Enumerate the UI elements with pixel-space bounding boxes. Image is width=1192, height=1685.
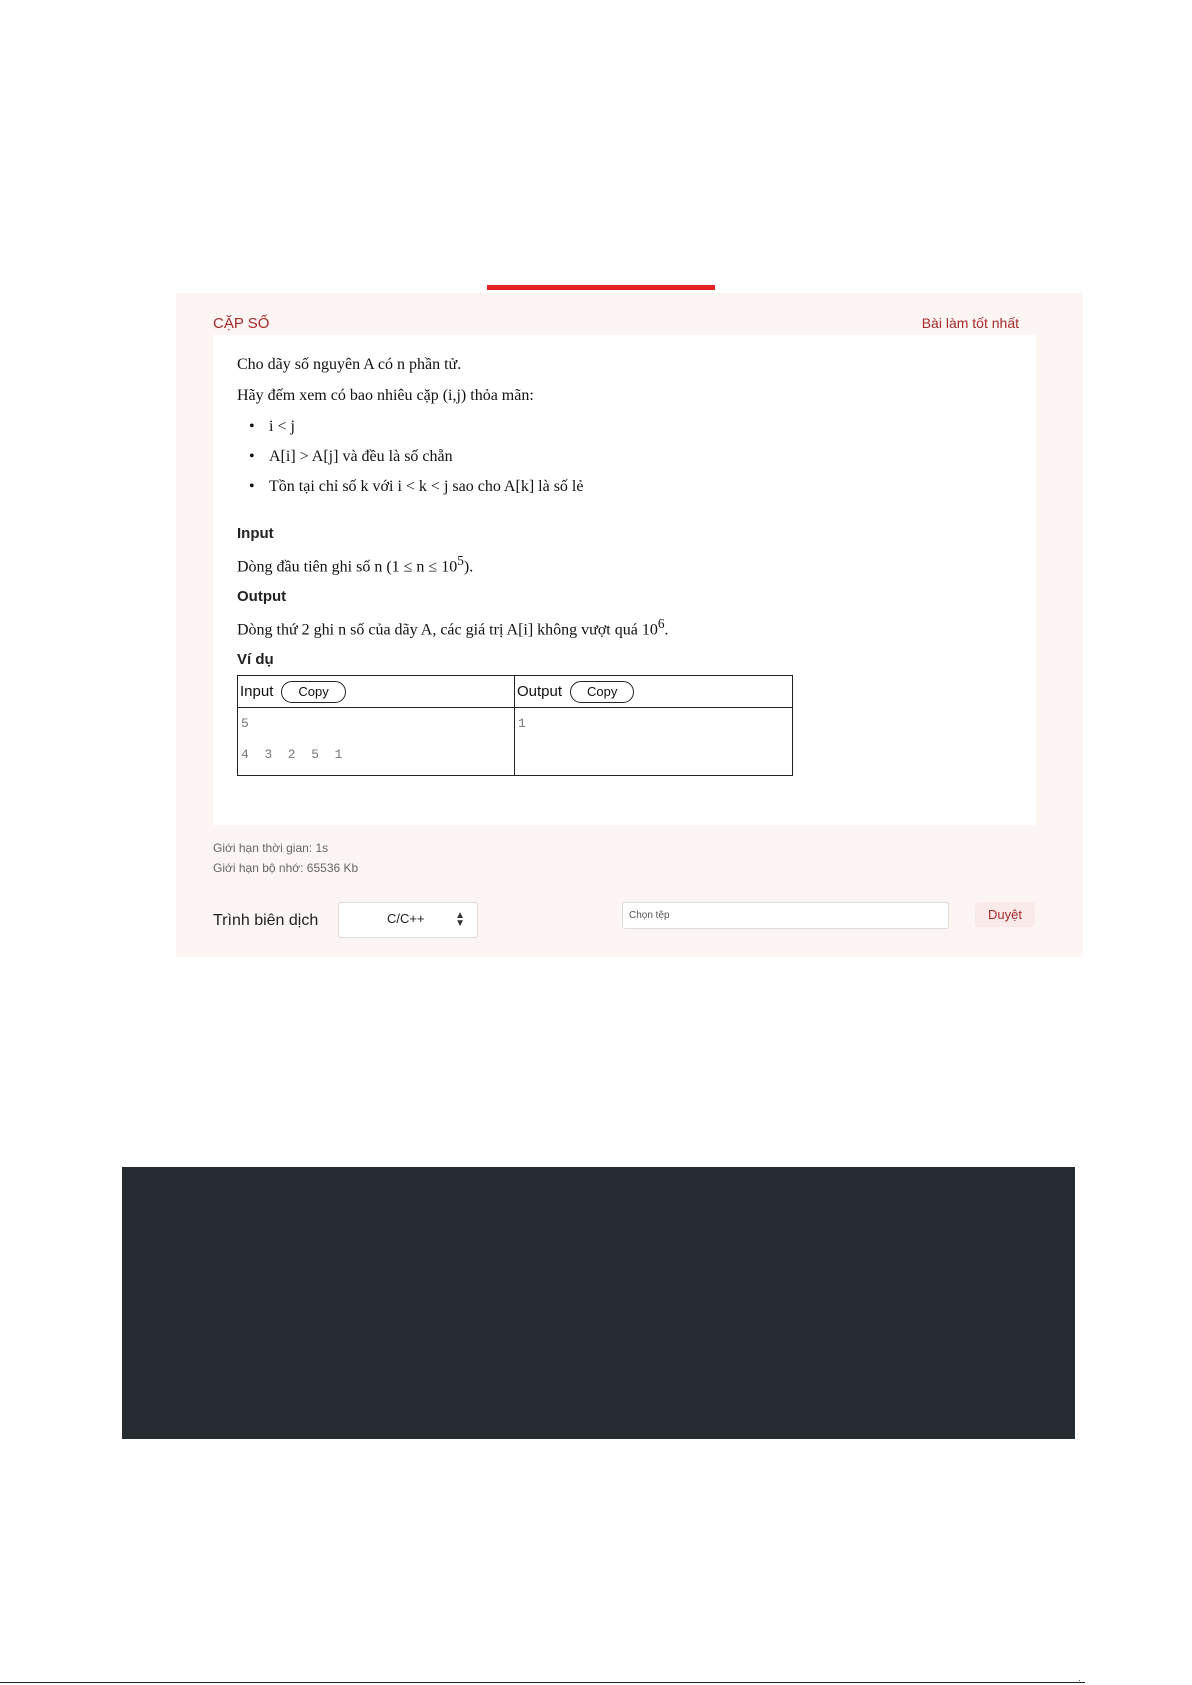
output-description (237, 616, 669, 639)
example-output-header (515, 676, 792, 708)
limits (213, 838, 358, 878)
output-tail: . (664, 621, 669, 639)
browse-button[interactable]: Duyệt (975, 902, 1035, 927)
problem-statement (213, 335, 1036, 825)
example-output-column (515, 676, 792, 775)
file-input-placeholder: Chọn tệp (629, 910, 670, 921)
input-description (237, 553, 473, 576)
condition-item: • i < j (247, 417, 583, 447)
example-input-line: 5 (241, 716, 249, 731)
dark-block (122, 1167, 1075, 1439)
output-text: Dòng thứ 2 ghi n số của dãy A, các giá trị A[i] không vượt quá 10 (237, 621, 658, 639)
statement-question: Hãy đếm xem có bao nhiêu cặp (i,j) thỏa mãn: (237, 387, 534, 404)
compiler-selected-value: C/C++ (387, 911, 425, 926)
time-limit: Giới hạn thời gian: 1s (213, 841, 329, 855)
example-table (237, 675, 793, 776)
statement-intro: Cho dãy số nguyên A có n phần tử. (237, 356, 462, 373)
example-heading: Ví dụ (237, 651, 274, 668)
example-input-header (238, 676, 514, 708)
memory-limit: Giới hạn bộ nhớ: 65536 Kb (213, 861, 359, 875)
copy-input-button[interactable]: Copy (281, 681, 345, 703)
example-output-body (515, 708, 792, 755)
condition-list (247, 417, 583, 507)
input-text: Dòng đầu tiên ghi số n (1 ≤ n ≤ 10 (237, 558, 458, 576)
condition-item: • A[i] > A[j] và đều là số chẵn (247, 447, 583, 477)
example-input-line: 4 3 2 5 1 (241, 747, 343, 762)
problem-title: CẶP SỐ (213, 315, 270, 332)
example-input-label: Input (240, 683, 274, 700)
input-heading: Input (237, 525, 274, 542)
copy-output-button[interactable]: Copy (570, 681, 634, 703)
best-submission-link[interactable]: Bài làm tốt nhất (921, 315, 1019, 331)
example-input-column (238, 676, 515, 775)
compiler-select[interactable] (338, 902, 478, 938)
page-bottom-rule (0, 1682, 1085, 1683)
input-exponent: 5 (457, 553, 464, 568)
condition-item: • Tồn tại chỉ số k với i < k < j sao cho A[k] là số lẻ (247, 477, 583, 507)
select-arrows-icon: ▲ ▼ (455, 910, 465, 929)
example-output-label: Output (517, 683, 563, 700)
input-tail: ). (463, 558, 474, 576)
problem-panel (176, 293, 1083, 957)
example-input-body (238, 708, 514, 786)
compiler-label: Trình biên dịch (213, 912, 319, 929)
example-output-line: 1 (518, 716, 526, 731)
corner-mark-icon: · (1078, 1675, 1081, 1685)
active-tab-underline (487, 285, 715, 290)
file-input[interactable] (622, 902, 949, 929)
output-exponent: 6 (657, 616, 665, 631)
output-heading: Output (237, 588, 287, 605)
